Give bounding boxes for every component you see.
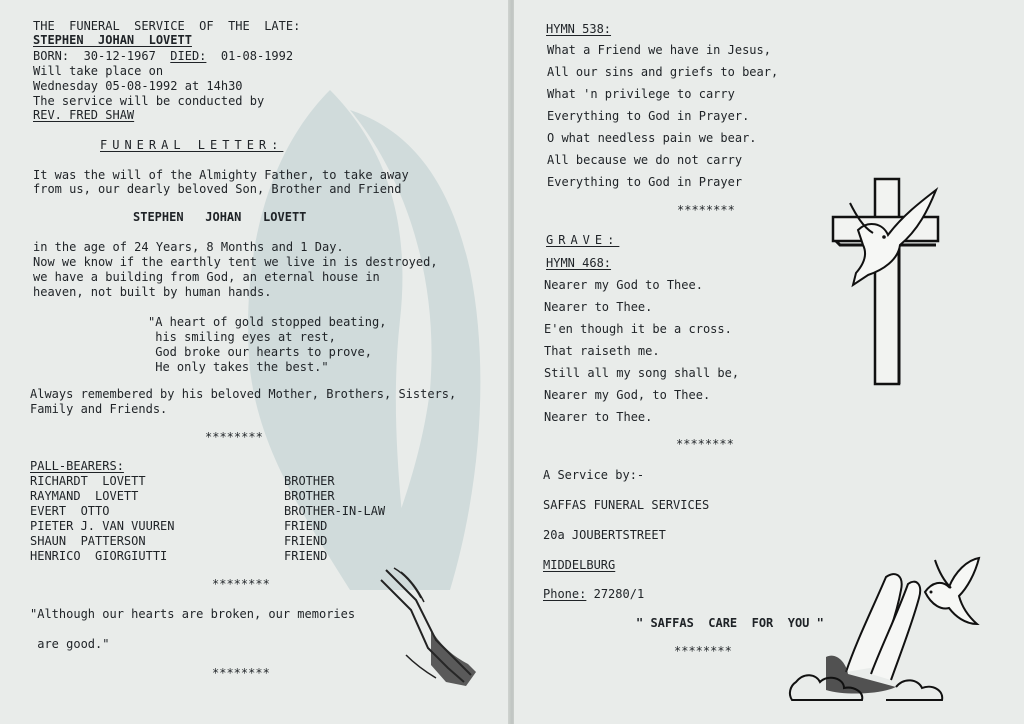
hymn1-label: HYMN 538: — [546, 22, 612, 36]
pallbearer-relation: BROTHER — [284, 489, 335, 503]
pallbearer-relation: BROTHER — [284, 474, 335, 488]
quote-line-1: "Although our hearts are broken, our memories — [30, 607, 356, 621]
phone-number: 27280/1 — [593, 587, 645, 601]
service-by: A Service by:- — [543, 468, 645, 482]
separator: ******** — [677, 203, 735, 217]
place-line: Will take place on — [33, 64, 164, 78]
age-line-2: Now we know if the earthly tent we live in is destroyed, — [33, 255, 438, 269]
poem-line-2: his smiling eyes at rest, — [148, 330, 336, 344]
hymn1-line-5: O what needless pain we bear. — [547, 131, 757, 145]
died-date: 01-08-1992 — [220, 49, 294, 63]
deceased-name: STEPHEN JOHAN LOVETT — [33, 33, 192, 47]
hymn2-label: HYMN 468: — [546, 256, 612, 270]
pallbearer-name: EVERT OTTO — [30, 504, 110, 518]
town: MIDDELBURG — [543, 558, 616, 572]
date-time-line: Wednesday 05-08-1992 at 14h30 — [33, 79, 243, 93]
street-address: 20a JOUBERTSTREET — [543, 528, 666, 542]
header-line: THE FUNERAL SERVICE OF THE LATE: — [33, 19, 301, 33]
letter-line-2: from us, our dearly beloved Son, Brother and Friend — [33, 182, 402, 196]
hymn1-line-4: Everything to God in Prayer. — [547, 109, 750, 123]
left-page — [0, 0, 510, 724]
pallbearer-name: RICHARDT LOVETT — [30, 474, 146, 488]
pallbearer-relation: FRIEND — [284, 534, 328, 548]
company-name: SAFFAS FUNERAL SERVICES — [543, 498, 710, 512]
quote-line-2: are good." — [30, 637, 110, 651]
slogan: " SAFFAS CARE FOR YOU " — [636, 616, 824, 630]
hymn1-line-6: All because we do not carry — [547, 153, 743, 167]
minister: REV. FRED SHAW — [33, 108, 135, 122]
hymn2-line-2: Nearer to Thee. — [544, 300, 653, 314]
poem-line-1: "A heart of gold stopped beating, — [148, 315, 387, 329]
grave-label: GRAVE: — [546, 233, 620, 247]
separator: ******** — [676, 437, 734, 451]
pallbearer-relation: FRIEND — [284, 549, 328, 563]
hymn1-line-7: Everything to God in Prayer — [547, 175, 743, 189]
pallbearer-name: HENRICO GIORGIUTTI — [30, 549, 168, 563]
pallbearer-name: PIETER J. VAN VUUREN — [30, 519, 175, 533]
poem-line-4: He only takes the best." — [148, 360, 329, 374]
conducted-line: The service will be conducted by — [33, 94, 265, 108]
letter-title: FUNERAL LETTER: — [100, 138, 284, 152]
pallbearer-name: RAYMAND LOVETT — [30, 489, 139, 503]
hymn2-line-6: Nearer my God, to Thee. — [544, 388, 711, 402]
hymn2-line-5: Still all my song shall be, — [544, 366, 740, 380]
right-page — [514, 0, 1024, 724]
born-date: 30-12-1967 — [83, 49, 156, 63]
pallbearer-relation: FRIEND — [284, 519, 328, 533]
phone-label: Phone: — [543, 587, 587, 601]
separator: ******** — [205, 430, 263, 444]
remembered-line-2: Family and Friends. — [30, 402, 168, 416]
phone-line — [543, 587, 644, 601]
born-died-line — [33, 49, 293, 63]
pallbearer-relation: BROTHER-IN-LAW — [284, 504, 386, 518]
hymn1-line-2: All our sins and griefs to bear, — [547, 65, 779, 79]
separator: ******** — [212, 577, 270, 591]
hymn2-line-3: E'en though it be a cross. — [544, 322, 732, 336]
letter-line-1: It was the will of the Almighty Father, to take away — [33, 168, 409, 182]
pallbearers-label: PALL-BEARERS: — [30, 459, 124, 473]
hymn2-line-7: Nearer to Thee. — [544, 410, 653, 424]
age-line-4: heaven, not built by human hands. — [33, 285, 272, 299]
separator: ******** — [674, 644, 732, 658]
separator: ******** — [212, 666, 270, 680]
praying-hands-dove-icon — [786, 562, 956, 702]
hymn2-line-4: That raiseth me. — [544, 344, 660, 358]
age-line-3: we have a building from God, an eternal house in — [33, 270, 380, 284]
name-center: STEPHEN JOHAN LOVETT — [133, 210, 307, 224]
poem-line-3: God broke our hearts to prove, — [148, 345, 372, 359]
hymn1-line-1: What a Friend we have in Jesus, — [547, 43, 771, 57]
praying-hands-icon — [376, 560, 486, 690]
born-label: BORN: — [33, 49, 70, 63]
cross-with-dove-icon — [828, 175, 948, 390]
remembered-line-1: Always remembered by his beloved Mother, Brothers, Sisters, — [30, 387, 457, 401]
pallbearer-name: SHAUN PATTERSON — [30, 534, 146, 548]
hymn1-line-3: What 'n privilege to carry — [547, 87, 735, 101]
age-line-1: in the age of 24 Years, 8 Months and 1 Day. — [33, 240, 344, 254]
hymn2-line-1: Nearer my God to Thee. — [544, 278, 703, 292]
died-label: DIED: — [170, 49, 207, 63]
